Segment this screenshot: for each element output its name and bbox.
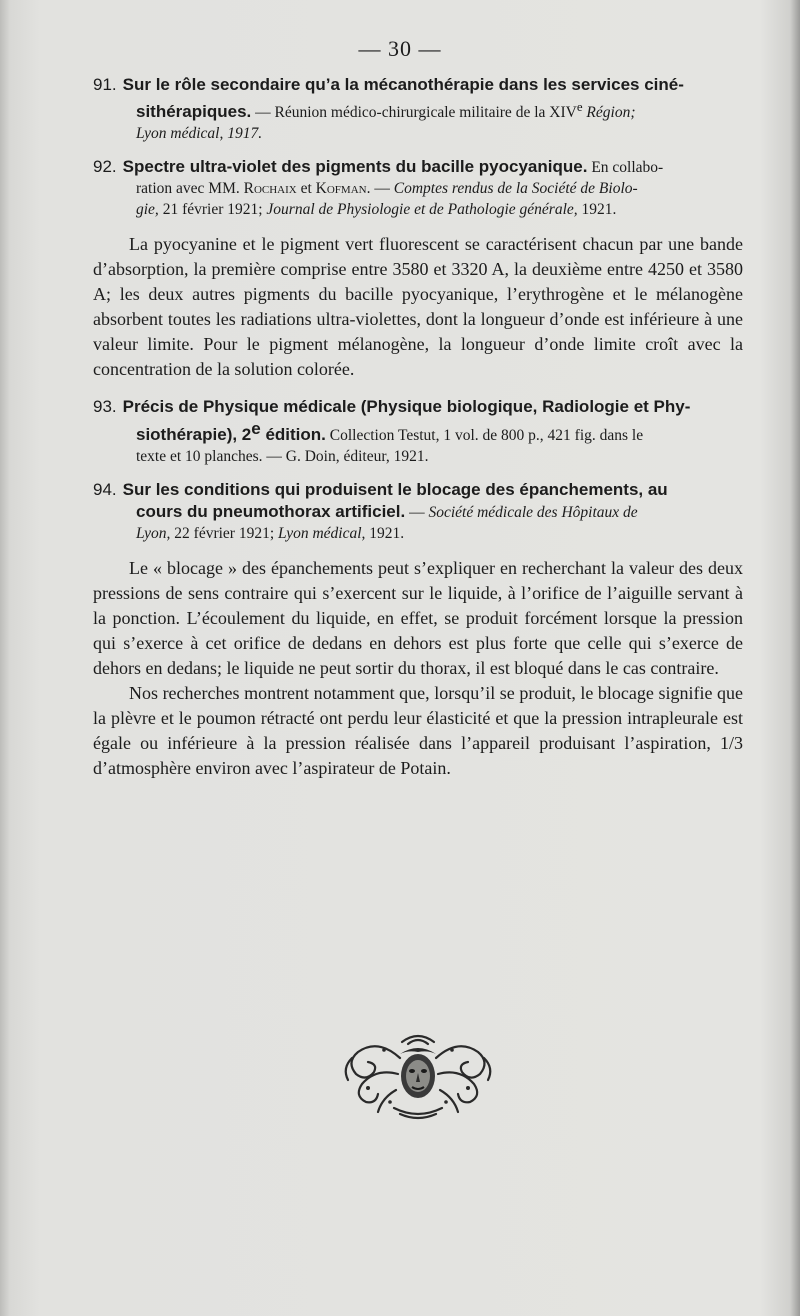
page-number: — 30 —: [358, 36, 442, 61]
entry-continuation: [93, 178, 743, 199]
entry-reference-line: texte et 10 planches. — G. Doin, éditeur, 1921.: [136, 448, 429, 466]
entry-reference: — Réunion médico-chirurgicale militaire de la XIV: [251, 104, 577, 122]
entry-number: 91.: [93, 75, 117, 94]
entry-continuation: [93, 96, 743, 123]
journal-name: Société médicale des Hôpitaux de: [428, 504, 638, 522]
entry-title-cont: siothérapie), 2: [136, 425, 252, 445]
bibliography-entry-92: [93, 156, 743, 220]
bibliography-entry-93: [93, 396, 743, 467]
entry-reference-text: —: [405, 504, 429, 522]
entry-reference-text: . —: [366, 180, 394, 198]
entry-title: Sur le rôle secondaire qu’a la mécanothérapie dans les services ciné-: [122, 75, 684, 94]
abstract-paragraph-94b: Nos recherches montrent notamment que, lorsqu’il se produit, le blocage signifie que la plèvre et le poumon rétracté ont perdu leur élasticité et que la pression intrapleurale est égale ou inférieure à la pression réalisée dans l’appareil produisant l’aspiration, 1/3 d’atmosphère environ avec l’aspirateur de Potain.: [93, 683, 743, 779]
abstract-paragraph-92: La pyocyanine et le pigment vert fluorescent se caractérisent chacun par une bande d’absorption, la première comprise entre 3580 et 3320 A, la deuxième entre 4250 et 3580 A; les deux autres pigments du bacille pyocyanique, l’erythrogène et le mélanogène absorbent toutes les radiations ultra-violettes, dont la longueur d’onde est inférieure à une valeur limite. Pour le pigment mélanogène, la longueur d’onde limite croît avec la concentration de la solution colorée.: [93, 234, 743, 380]
entry-reference-line: Lyon médical, 1917.: [136, 125, 263, 143]
entry-reference-text: 22 février 1921;: [170, 525, 279, 543]
entry-continuation: [93, 418, 743, 446]
entry-number: 92.: [93, 157, 117, 177]
content: [93, 74, 743, 781]
abstract-paragraph-94a: Le « blocage » des épanchements peut s’expliquer en recherchant la valeur des deux pressions de sens contraire qui s’exercent sur le liquide, à l’orifice de l’aiguille servant à la ponction. L’écoulement du liquide, en effet, se produit forcément lorsque la pression qui s’exerce à cet orifice de dedans en dehors est plus forte que celle qui s’exerce de dehors en dedans; le liquide ne peut sortir du thorax, il est bloqué dans le cas contraire.: [93, 558, 743, 679]
entry-continuation: [93, 501, 743, 523]
entry-continuation: [93, 523, 743, 544]
entry-title: Sur les conditions qui produisent le blocage des épanchements, au: [122, 480, 668, 500]
entry-reference: Collection Testut, 1 vol. de 800 p., 421 fig. dans le: [325, 427, 644, 445]
journal-name: Comptes rendus de la Société de Biolo-: [393, 180, 638, 198]
entry-number: 94.: [93, 480, 117, 500]
journal-name: Lyon,: [136, 525, 171, 543]
bibliography-entry-91: [93, 74, 743, 144]
entry-reference-text: 1921.: [577, 201, 617, 219]
journal-name: Lyon médical,: [278, 525, 366, 543]
entry-reference-text: et: [296, 180, 316, 198]
author-name: Kofman: [315, 180, 367, 198]
entry-title: Spectre ultra-violet des pigments du bacille pyocyanique.: [122, 157, 588, 177]
bibliography-entry-94: [93, 479, 743, 544]
decorative-vignette-mask-icon: [338, 1028, 498, 1120]
journal-name: gie,: [136, 201, 159, 219]
entry-title-cont: édition.: [260, 425, 326, 445]
journal-name: Journal de Physiologie et de Pathologie générale,: [266, 201, 578, 219]
entry-reference-text: 1921.: [365, 525, 405, 543]
entry-reference: En collabo-: [587, 159, 664, 177]
entry-reference-sup: e: [576, 99, 583, 114]
entry-continuation: [93, 199, 743, 220]
entry-reference-italic: Région;: [582, 104, 636, 122]
author-name: Rochaix: [243, 180, 297, 198]
entry-title-sup: e: [251, 419, 261, 439]
entry-reference-text: 21 février 1921;: [158, 201, 267, 219]
entry-reference-text: ration avec MM.: [136, 180, 244, 198]
entry-title-cont: sithérapiques.: [136, 102, 252, 122]
entry-number: 93.: [93, 397, 117, 417]
entry-title-cont: cours du pneumothorax artificiel.: [136, 502, 406, 522]
entry-title: Précis de Physique médicale (Physique biologique, Radiologie et Phy-: [122, 397, 691, 417]
